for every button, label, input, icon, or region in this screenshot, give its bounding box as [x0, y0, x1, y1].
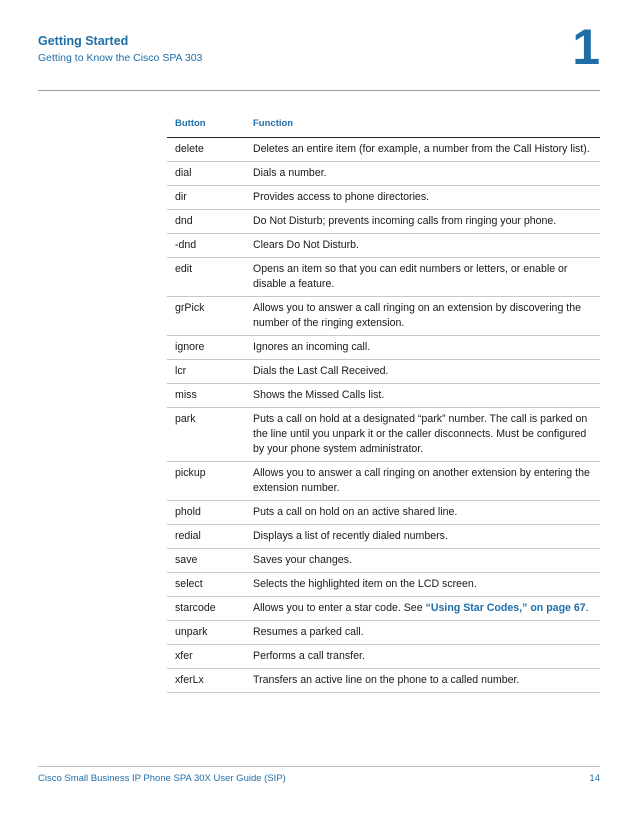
button-cell: starcode [167, 597, 245, 621]
chapter-subtitle: Getting to Know the Cisco SPA 303 [38, 52, 203, 64]
table-row [167, 621, 600, 645]
table-row [167, 234, 600, 258]
button-cell: dial [167, 162, 245, 186]
table-row [167, 408, 600, 462]
table-row [167, 297, 600, 336]
cross-reference-link[interactable]: “Using Star Codes,” on page 67 [425, 602, 586, 614]
table-row [167, 573, 600, 597]
button-cell: dir [167, 186, 245, 210]
function-cell: Deletes an entire item (for example, a number from the Call History list). [245, 138, 600, 162]
table-row [167, 384, 600, 408]
function-cell: Saves your changes. [245, 549, 600, 573]
function-cell: Ignores an incoming call. [245, 336, 600, 360]
function-text-suffix: . [585, 602, 589, 614]
table-row [167, 669, 600, 693]
button-cell: delete [167, 138, 245, 162]
function-cell: Allows you to answer a call ringing on another extension by entering the extension number. [245, 462, 600, 501]
function-cell: Dials the Last Call Received. [245, 360, 600, 384]
column-header-button: Button [167, 111, 245, 138]
button-cell: miss [167, 384, 245, 408]
function-cell: Clears Do Not Disturb. [245, 234, 600, 258]
button-cell: save [167, 549, 245, 573]
table-row [167, 210, 600, 234]
table-row [167, 462, 600, 501]
table-row [167, 162, 600, 186]
function-text: Allows you to enter a star code. See [253, 602, 426, 614]
column-header-function: Function [245, 111, 600, 138]
function-cell: Transfers an active line on the phone to a called number. [245, 669, 600, 693]
button-cell: ignore [167, 336, 245, 360]
button-cell: dnd [167, 210, 245, 234]
button-cell: xferLx [167, 669, 245, 693]
function-cell: Shows the Missed Calls list. [245, 384, 600, 408]
button-cell: pickup [167, 462, 245, 501]
table-row [167, 336, 600, 360]
function-cell: Displays a list of recently dialed numbers. [245, 525, 600, 549]
function-cell: Resumes a parked call. [245, 621, 600, 645]
table-row [167, 645, 600, 669]
button-cell: grPick [167, 297, 245, 336]
function-cell [245, 597, 600, 621]
button-cell: park [167, 408, 245, 462]
table-row [167, 597, 600, 621]
footer-document-title: Cisco Small Business IP Phone SPA 30X User Guide (SIP) [38, 773, 286, 784]
table-row [167, 186, 600, 210]
function-cell: Provides access to phone directories. [245, 186, 600, 210]
button-cell: select [167, 573, 245, 597]
function-cell: Allows you to answer a call ringing on an extension by discovering the number of the ringing extension. [245, 297, 600, 336]
chapter-title: Getting Started [38, 34, 129, 48]
function-cell: Puts a call on hold on an active shared line. [245, 501, 600, 525]
header-divider [38, 90, 600, 91]
table-row [167, 258, 600, 297]
function-cell: Selects the highlighted item on the LCD screen. [245, 573, 600, 597]
function-cell: Opens an item so that you can edit numbers or letters, or enable or disable a feature. [245, 258, 600, 297]
table-row [167, 549, 600, 573]
button-cell: redial [167, 525, 245, 549]
function-cell: Performs a call transfer. [245, 645, 600, 669]
button-function-table [167, 111, 600, 693]
button-cell: xfer [167, 645, 245, 669]
table-row [167, 525, 600, 549]
chapter-number: 1 [572, 19, 600, 75]
function-cell: Dials a number. [245, 162, 600, 186]
button-cell: phold [167, 501, 245, 525]
page-number: 14 [589, 773, 600, 784]
button-cell: unpark [167, 621, 245, 645]
footer-divider [38, 766, 600, 767]
button-cell: edit [167, 258, 245, 297]
table-header-row [167, 111, 600, 138]
button-cell: lcr [167, 360, 245, 384]
table-row [167, 138, 600, 162]
table-row [167, 501, 600, 525]
button-cell: -dnd [167, 234, 245, 258]
function-cell: Puts a call on hold at a designated “park” number. The call is parked on the line until you unpark it or the caller disconnects. Must be configured by your phone system administrator. [245, 408, 600, 462]
table-row [167, 360, 600, 384]
function-cell: Do Not Disturb; prevents incoming calls from ringing your phone. [245, 210, 600, 234]
